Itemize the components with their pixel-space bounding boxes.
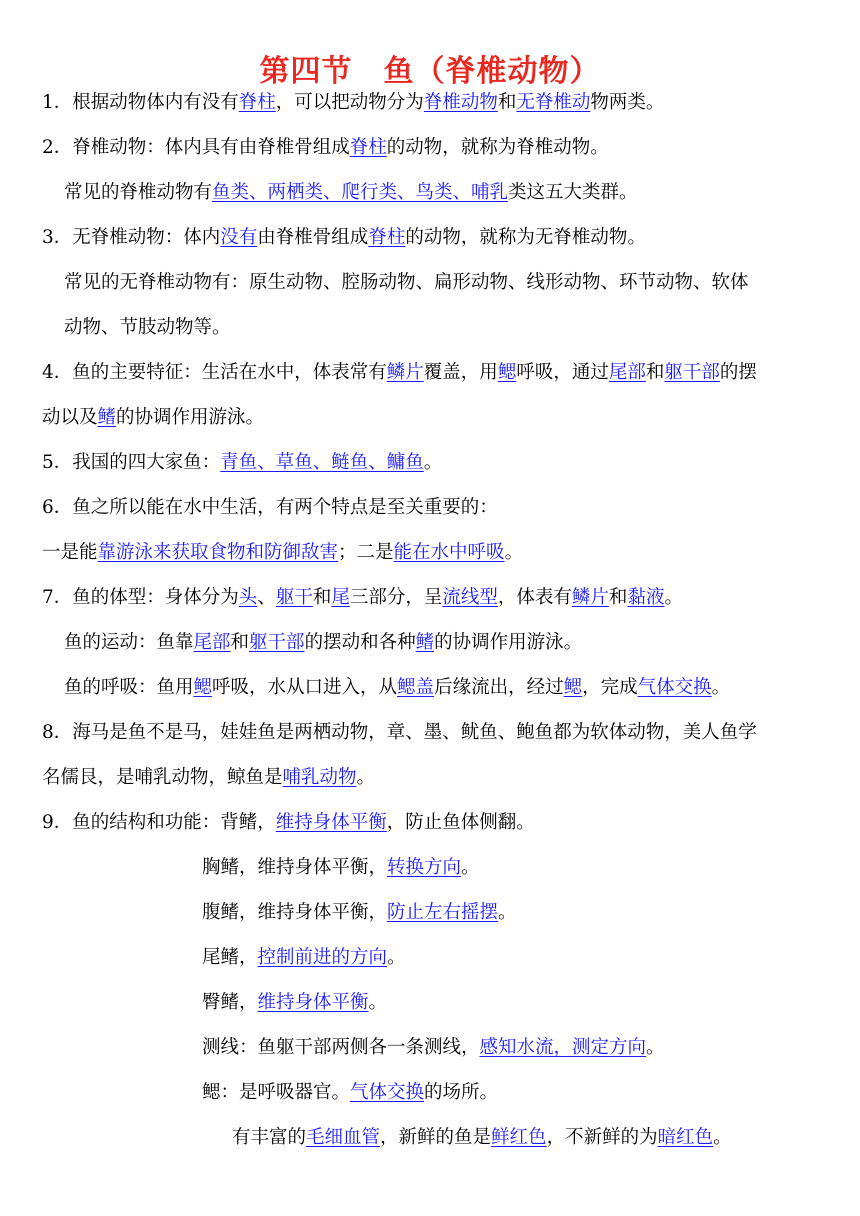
- text-segment: 和: [230, 632, 250, 653]
- text-segment: 的动物，就称为无脊椎动物。: [405, 227, 646, 248]
- answer-fill: 能在水中呼吸: [393, 542, 505, 563]
- text-segment: 9．鱼的结构和功能：背鳍，: [42, 812, 276, 833]
- answer-fill: 躯干部: [664, 362, 720, 383]
- text-segment: ，新鲜的鱼是: [380, 1127, 492, 1148]
- text-segment: 4．鱼的主要特征：生活在水中，体表常有: [42, 362, 387, 383]
- text-segment: 5．我国的四大家鱼：: [42, 452, 221, 473]
- text-segment: 常见的脊椎动物有: [64, 182, 213, 203]
- text-segment: 臀鳍，: [202, 992, 258, 1013]
- text-line-4: [42, 225, 646, 251]
- answer-fill: 鳞片: [571, 587, 609, 608]
- answer-fill: 转换方向: [387, 857, 462, 878]
- answer-fill: 尾: [331, 587, 350, 608]
- answer-fill: 哺乳动物: [282, 767, 357, 788]
- text-segment: 鳃：是呼吸器官。: [202, 1082, 351, 1103]
- text-line-20: [202, 945, 406, 971]
- text-line-15: [42, 720, 757, 746]
- text-segment: 、: [257, 587, 276, 608]
- text-segment: 的协调作用游泳。: [434, 632, 583, 653]
- text-segment: 。: [368, 992, 388, 1013]
- text-segment: 的摆: [719, 362, 757, 383]
- text-line-8: [42, 405, 264, 431]
- answer-fill: 暗红色: [657, 1127, 714, 1148]
- answer-fill: 感知水流，测定方向: [479, 1037, 647, 1058]
- text-segment: 和: [497, 92, 517, 113]
- text-segment: 的动物，就称为脊椎动物。: [386, 137, 609, 158]
- text-line-12: [42, 585, 683, 611]
- text-line-6: [64, 315, 231, 341]
- text-segment: 腹鳍，维持身体平衡，: [202, 902, 388, 923]
- text-segment: 一是能: [42, 542, 98, 563]
- text-segment: ，完成: [582, 677, 638, 698]
- answer-fill: 脊柱: [349, 137, 387, 158]
- text-segment: 。: [713, 1127, 732, 1148]
- answer-fill: 维持身体平衡: [275, 812, 387, 833]
- answer-fill: 鳃: [497, 362, 517, 383]
- text-line-18: [202, 855, 480, 881]
- text-segment: ，防止鱼体侧翻。: [386, 812, 535, 833]
- text-segment: 。: [664, 587, 683, 608]
- text-segment: 的协调作用游泳。: [116, 407, 265, 428]
- text-segment: 。: [461, 857, 480, 878]
- text-segment: 胸鳍，维持身体平衡，: [202, 857, 388, 878]
- text-line-16: [42, 765, 375, 791]
- text-segment: 鱼的运动：鱼靠: [64, 632, 194, 653]
- answer-fill: 气体交换: [637, 677, 712, 698]
- text-line-7: [42, 360, 757, 386]
- answer-fill: 没有: [220, 227, 258, 248]
- text-segment: 。: [504, 542, 524, 563]
- text-segment: ；二是: [338, 542, 394, 563]
- text-line-11: [42, 540, 523, 566]
- text-segment: 覆盖，用: [423, 362, 498, 383]
- answer-fill: 靠游泳来获取食物和防御敌害: [97, 542, 339, 563]
- answer-fill: 鱼类、两栖类、爬行类、鸟类、哺乳: [212, 182, 509, 203]
- answer-fill: 脊柱: [238, 92, 276, 113]
- text-segment: ，体表有: [497, 587, 572, 608]
- answer-fill: 鳃盖: [397, 677, 435, 698]
- answer-fill: 青鱼、草鱼、鲢鱼、鳙鱼: [220, 452, 424, 473]
- text-line-5: [64, 270, 749, 296]
- text-segment: 和: [312, 587, 332, 608]
- text-segment: 。: [498, 902, 517, 923]
- text-segment: 测线：鱼躯干部两侧各一条测线，: [202, 1037, 480, 1058]
- text-segment: 。: [711, 677, 731, 698]
- text-segment: 物两类。: [590, 92, 665, 113]
- text-segment: 动物、节肢动物等。: [64, 317, 231, 338]
- text-segment: 呼吸，水从口进入，从: [212, 677, 398, 698]
- answer-fill: 防止左右摇摆: [387, 902, 499, 923]
- answer-fill: 毛细血管: [306, 1127, 381, 1148]
- text-segment: 后缘流出，经过: [434, 677, 564, 698]
- answer-fill: 无脊椎动: [516, 92, 591, 113]
- text-segment: 8．海马是鱼不是马，娃娃鱼是两栖动物，章、墨、鱿鱼、鲍鱼都为软体动物，美人鱼学: [42, 722, 757, 743]
- text-segment: 1．根据动物体内有没有: [42, 92, 239, 113]
- answer-fill: 鳞片: [386, 362, 424, 383]
- text-segment: 动以及: [42, 407, 98, 428]
- text-line-21: [202, 990, 387, 1016]
- text-segment: 有丰富的: [232, 1127, 307, 1148]
- answer-fill: 控制前进的方向: [257, 947, 388, 968]
- answer-fill: 头: [238, 587, 258, 608]
- text-segment: 2．脊椎动物：体内具有由脊椎骨组成: [42, 137, 350, 158]
- text-line-24: [232, 1125, 732, 1151]
- text-segment: 和: [645, 362, 665, 383]
- text-segment: 由脊椎骨组成: [257, 227, 369, 248]
- text-segment: 尾鳍，: [202, 947, 258, 968]
- text-line-17: [42, 810, 535, 836]
- text-segment: ，可以把动物分为: [275, 92, 424, 113]
- page-title: 第四节 鱼（脊椎动物）: [259, 54, 601, 89]
- text-segment: 的摆动和各种: [304, 632, 416, 653]
- text-line-10: [42, 495, 498, 521]
- text-segment: 呼吸，通过: [516, 362, 609, 383]
- answer-fill: 躯干部: [249, 632, 305, 653]
- text-segment: 的场所。: [424, 1082, 499, 1103]
- text-segment: 类这五大类群。: [508, 182, 638, 203]
- text-segment: 三部分，呈: [349, 587, 443, 608]
- answer-fill: 黏液: [627, 587, 665, 608]
- text-segment: 7．鱼的体型：身体分为: [42, 587, 239, 608]
- text-line-13: [64, 630, 582, 656]
- answer-fill: 鳃: [193, 677, 213, 698]
- text-segment: ，不新鲜的为: [546, 1127, 658, 1148]
- answer-fill: 维持身体平衡: [257, 992, 369, 1013]
- text-segment: 名儒艮，是哺乳动物，鲸鱼是: [42, 767, 283, 788]
- answer-fill: 鳍: [97, 407, 117, 428]
- text-segment: 3．无脊椎动物：体内: [42, 227, 221, 248]
- answer-fill: 气体交换: [350, 1082, 425, 1103]
- text-line-19: [202, 900, 517, 926]
- text-line-14: [64, 675, 730, 701]
- text-line-3: [64, 180, 638, 206]
- text-line-9: [42, 450, 442, 476]
- answer-fill: 尾部: [608, 362, 646, 383]
- answer-fill: 鳃: [563, 677, 583, 698]
- answer-fill: 脊柱: [368, 227, 406, 248]
- text-segment: 常见的无脊椎动物有：原生动物、腔肠动物、扁形动物、线形动物、环节动物、软体: [64, 272, 749, 293]
- answer-fill: 流线型: [442, 587, 498, 608]
- text-segment: 鱼的呼吸：鱼用: [64, 677, 194, 698]
- answer-fill: 鳍: [415, 632, 435, 653]
- answer-fill: 鲜红色: [491, 1127, 547, 1148]
- text-line-1: [42, 90, 664, 116]
- text-segment: 和: [608, 587, 628, 608]
- answer-fill: 脊椎动物: [423, 92, 498, 113]
- text-segment: 6．鱼之所以能在水中生活，有两个特点是至关重要的：: [42, 497, 498, 518]
- answer-fill: 尾部: [193, 632, 231, 653]
- text-segment: 。: [387, 947, 406, 968]
- text-line-22: [202, 1035, 665, 1061]
- text-line-2: [42, 135, 609, 161]
- text-segment: 。: [356, 767, 376, 788]
- text-segment: 。: [423, 452, 443, 473]
- text-line-23: [202, 1080, 498, 1106]
- answer-fill: 躯干: [275, 587, 313, 608]
- text-segment: 。: [646, 1037, 665, 1058]
